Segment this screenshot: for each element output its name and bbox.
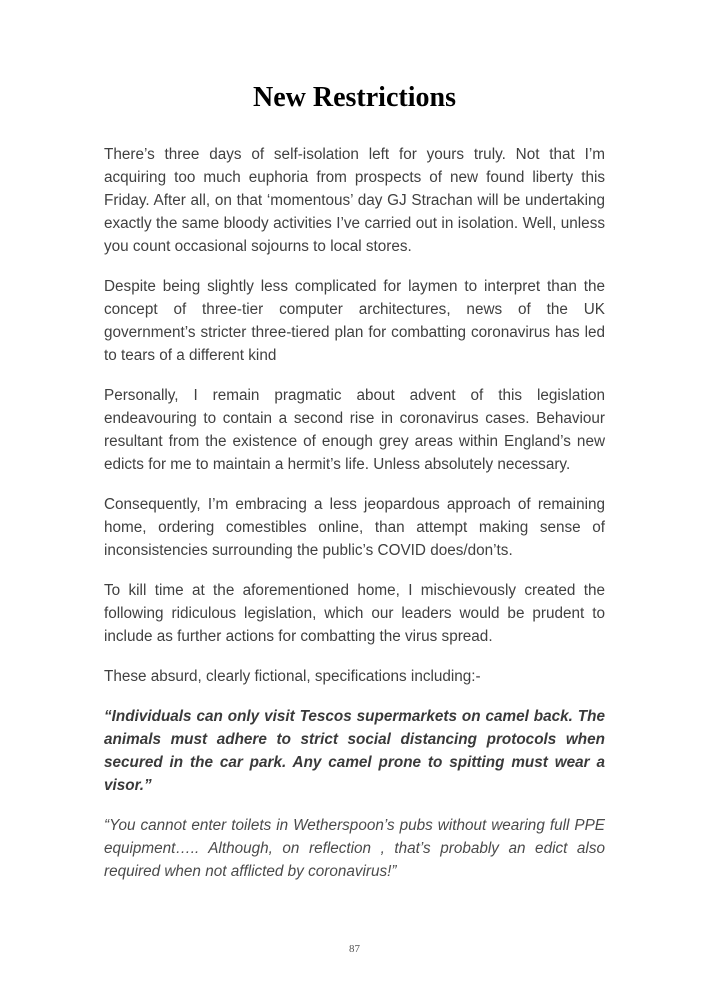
paragraph: There’s three days of self-isolation left for yours truly. Not that I’m acquiring too much euphoria from prospects of new found liberty this Friday. After all, on that ‘momentous’ day GJ Strachan will be undertaking exactly the same bloody activities I’ve carried out in isolation. Well, unless you count occasional sojourns to local stores. — [104, 146, 605, 255]
paragraph: Despite being slightly less complicated for laymen to interpret than the concept of three-tier computer architectures, news of the UK government’s stricter three-tiered plan for combatting coronavirus has led to tears of a different kind — [104, 278, 605, 364]
quote-bold: “Individuals can only visit Tescos supermarkets on camel back. The animals must adhere to strict social distancing protocols when secured in the car park. Any camel prone to spitting must wear a visor.” — [104, 708, 605, 794]
page-number: 87 — [349, 943, 360, 955]
paragraph: Consequently, I’m embracing a less jeopardous approach of remaining home, ordering comestibles online, than attempt making sense of inconsistencies surrounding the public’s COVID does/don’ts. — [104, 496, 605, 559]
quote-italic: “You cannot enter toilets in Wetherspoon’s pubs without wearing full PPE equipment….. Although, on reflection , that’s probably an edict also required when not afflicted by coronavirus!” — [104, 817, 605, 880]
paragraph: To kill time at the aforementioned home, I mischievously created the following ridiculous legislation, which our leaders would be prudent to include as further actions for combatting the virus spread. — [104, 582, 605, 645]
paragraph: These absurd, clearly fictional, specifications including:- — [104, 668, 481, 685]
paragraph: Personally, I remain pragmatic about advent of this legislation endeavouring to contain a second rise in coronavirus cases. Behaviour resultant from the existence of enough grey areas within England’s new edicts for me to maintain a hermit’s life. Unless absolutely necessary. — [104, 387, 605, 473]
body-text — [104, 143, 605, 900]
page-title: New Restrictions — [253, 82, 456, 113]
